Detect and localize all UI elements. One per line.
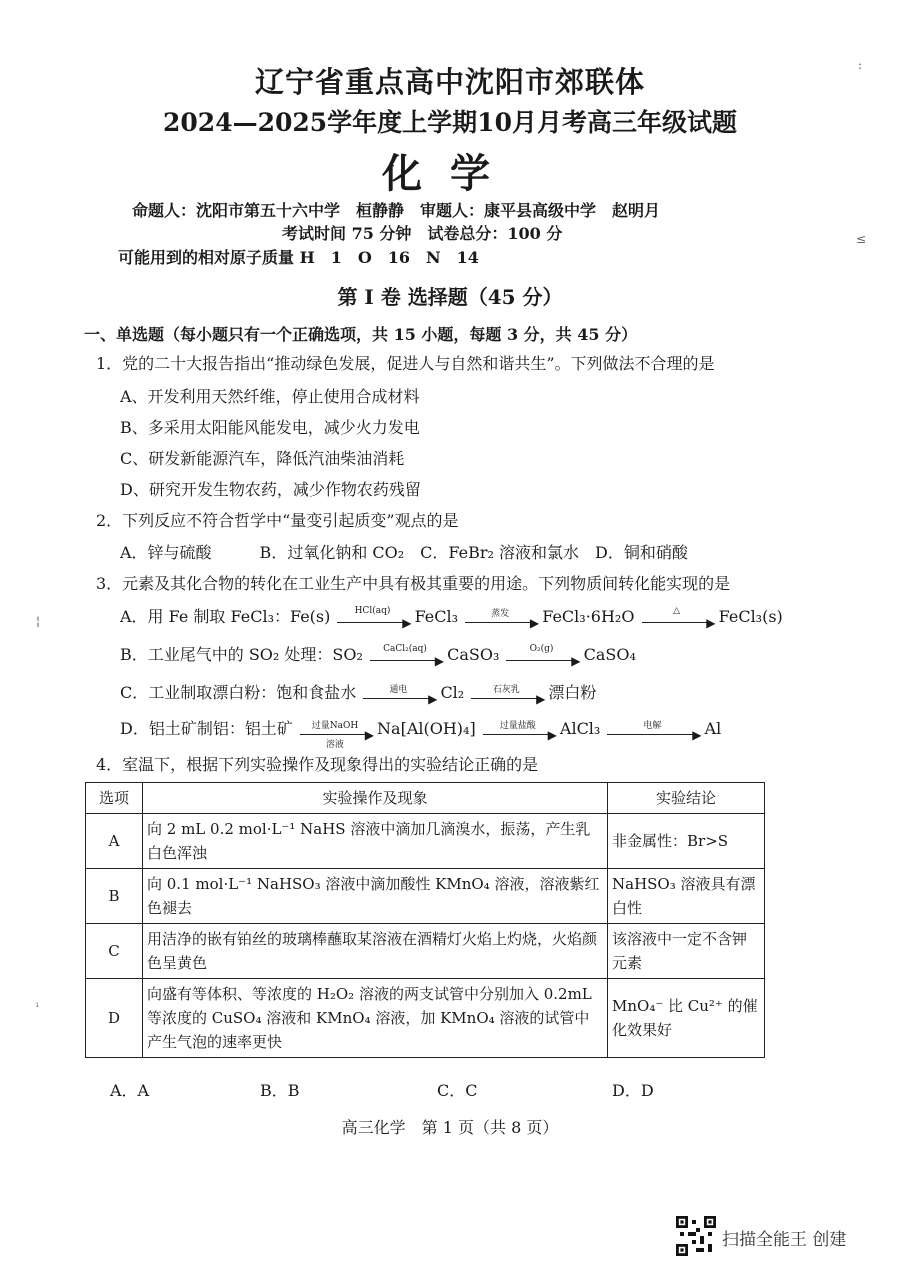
arrow-label: 蒸发 xyxy=(491,609,510,619)
row-option: A xyxy=(86,814,143,869)
edge-mark: ¦ xyxy=(36,614,41,628)
row-operation: 用洁净的嵌有铂丝的玻璃棒蘸取某溶液在酒精灯火焰上灼烧，火焰颜色呈黄色 xyxy=(143,924,608,979)
section-title: 第 I 卷 选择题（45 分） xyxy=(337,285,563,309)
scanner-brand: 扫描全能王 创建 xyxy=(722,1230,847,1250)
q1-option-d: D、研究开发生物农药，减少作物农药残留 xyxy=(120,480,421,499)
table-row xyxy=(86,924,765,979)
reaction-arrow: 过量盐酸 ▶ xyxy=(483,724,553,735)
q3-option-d xyxy=(120,716,722,750)
q3-option-a xyxy=(120,604,783,630)
edge-mark: ≤ xyxy=(856,232,867,246)
table-row xyxy=(86,814,765,869)
q3a-product3: FeCl₃(s) xyxy=(718,607,783,626)
row-option: C xyxy=(86,924,143,979)
q1-option-a: A、开发利用天然纤维，停止使用合成材料 xyxy=(120,387,420,406)
reaction-arrow: 通电 ▶ xyxy=(363,688,433,699)
arrow-sublabel: 溶液 xyxy=(325,740,344,750)
authors-line: 命题人：沈阳市第五十六中学 桓静静 审题人：康平县高级中学 赵明月 xyxy=(132,201,661,220)
row-operation: 向盛有等体积、等浓度的 H₂O₂ 溶液的两支试管中分别加入 0.2mL 等浓度的 CuSO₄ 溶液和 KMnO₄ 溶液，加 KMnO₄ 溶液的试管中产生气泡的速率更快 xyxy=(143,979,608,1058)
reaction-arrow: 石灰乳 ▶ xyxy=(471,688,541,699)
reaction-arrow: 过量NaOH ▶ 溶液 xyxy=(300,724,370,735)
title-line2: 2024—2025学年度上学期10月月考高三年级试题 xyxy=(163,108,737,137)
title-line1: 辽宁省重点高中沈阳市郊联体 xyxy=(254,65,645,99)
q3a-product2: FeCl₃·6H₂O xyxy=(542,607,635,626)
arrow-label: 电解 xyxy=(643,721,662,731)
row-operation: 向 0.1 mol·L⁻¹ NaHSO₃ 溶液中滴加酸性 KMnO₄ 溶液，溶液紫红色褪去 xyxy=(143,869,608,924)
q3c-product1: Cl₂ xyxy=(440,683,465,702)
arrow-label: 过量NaOH xyxy=(311,721,359,731)
q3b-prefix: B．工业尾气中的 SO₂ 处理：SO₂ xyxy=(120,645,363,664)
time-score-line: 考试时间 75 分钟 试卷总分：100 分 xyxy=(282,224,563,243)
header-conclusion: 实验结论 xyxy=(608,783,765,814)
arrow-label: 通电 xyxy=(389,685,408,695)
q3a-product1: FeCl₃ xyxy=(414,607,459,626)
q3-option-c xyxy=(120,680,597,706)
reaction-arrow: CaCl₂(aq) ▶ xyxy=(370,650,440,661)
experiment-table xyxy=(85,782,765,1058)
q4-choice-c: C．C xyxy=(437,1081,478,1100)
table-row xyxy=(86,979,765,1058)
q1-option-c: C、研发新能源汽车，降低汽油柴油消耗 xyxy=(120,449,405,468)
q3-stem: 3．元素及其化合物的转化在工业生产中具有极其重要的用途。下列物质间转化能实现的是 xyxy=(96,574,731,593)
q3d-product2: AlCl₃ xyxy=(559,719,601,738)
q3b-product1: CaSO₃ xyxy=(447,645,500,664)
arrow-label: O₂(g) xyxy=(529,644,554,654)
reaction-arrow: O₂(g) ▶ xyxy=(506,650,576,661)
q4-choice-d: D．D xyxy=(612,1081,654,1100)
reaction-arrow: △ ▶ xyxy=(642,612,712,623)
q2-stem: 2．下列反应不符合哲学中“量变引起质变”观点的是 xyxy=(96,511,459,530)
row-option: B xyxy=(86,869,143,924)
q3d-prefix: D．铝土矿制铝：铝土矿 xyxy=(120,719,293,738)
q3d-product1: Na[Al(OH)₄] xyxy=(377,719,476,738)
arrow-label: CaCl₂(aq) xyxy=(383,644,427,654)
row-conclusion: NaHSO₃ 溶液具有漂白性 xyxy=(608,869,765,924)
row-conclusion: 该溶液中一定不含钾元素 xyxy=(608,924,765,979)
q3-option-b xyxy=(120,642,636,668)
edge-mark: ᵢ xyxy=(36,996,39,1010)
page-footer: 高三化学 第 1 页（共 8 页） xyxy=(341,1118,559,1137)
q3b-product2: CaSO₄ xyxy=(583,645,636,664)
table-header-row xyxy=(86,783,765,814)
arrow-label: △ xyxy=(673,606,680,616)
header-operation: 实验操作及现象 xyxy=(143,783,608,814)
q4-stem: 4．室温下，根据下列实验操作及现象得出的实验结论正确的是 xyxy=(96,755,539,774)
q2-options: A．锌与硫酸 B．过氧化钠和 CO₂ C．FeBr₂ 溶液和氯水 D．铜和硝酸 xyxy=(120,543,688,562)
q3d-product3: Al xyxy=(704,719,722,738)
arrow-label: 过量盐酸 xyxy=(499,721,536,731)
subject-title: 化学 xyxy=(382,150,518,197)
q4-choice-b: B．B xyxy=(260,1081,300,1100)
q1-stem: 1．党的二十大报告指出“推动绿色发展，促进人与自然和谐共生”。下列做法不合理的是 xyxy=(96,354,715,373)
q3c-prefix: C．工业制取漂白粉：饱和食盐水 xyxy=(120,683,357,702)
q3c-product2: 漂白粉 xyxy=(548,683,597,702)
edge-mark: : xyxy=(858,58,863,72)
part-title: 一、单选题（每小题只有一个正确选项，共 15 小题，每题 3 分，共 45 分） xyxy=(84,325,638,344)
row-conclusion: 非金属性：Br>S xyxy=(608,814,765,869)
reaction-arrow: 蒸发 ▶ xyxy=(465,612,535,623)
q4-choice-a: A．A xyxy=(110,1081,150,1100)
header-option: 选项 xyxy=(86,783,143,814)
reaction-arrow: HCl(aq) ▶ xyxy=(337,612,407,623)
row-operation: 向 2 mL 0.2 mol·L⁻¹ NaHS 溶液中滴加几滴溴水，振荡，产生乳白色浑浊 xyxy=(143,814,608,869)
row-conclusion: MnO₄⁻ 比 Cu²⁺ 的催化效果好 xyxy=(608,979,765,1058)
q3a-prefix: A．用 Fe 制取 FeCl₃：Fe(s) xyxy=(120,607,331,626)
arrow-label: 石灰乳 xyxy=(492,685,520,695)
arrow-label: HCl(aq) xyxy=(354,606,391,616)
row-option: D xyxy=(86,979,143,1058)
atomic-mass-line: 可能用到的相对原子质量 H 1 O 16 N 14 xyxy=(118,248,479,267)
table-row xyxy=(86,869,765,924)
qr-code-icon xyxy=(676,1216,716,1256)
reaction-arrow: 电解 ▶ xyxy=(607,724,697,735)
q1-option-b: B、多采用太阳能风能发电，减少火力发电 xyxy=(120,418,420,437)
